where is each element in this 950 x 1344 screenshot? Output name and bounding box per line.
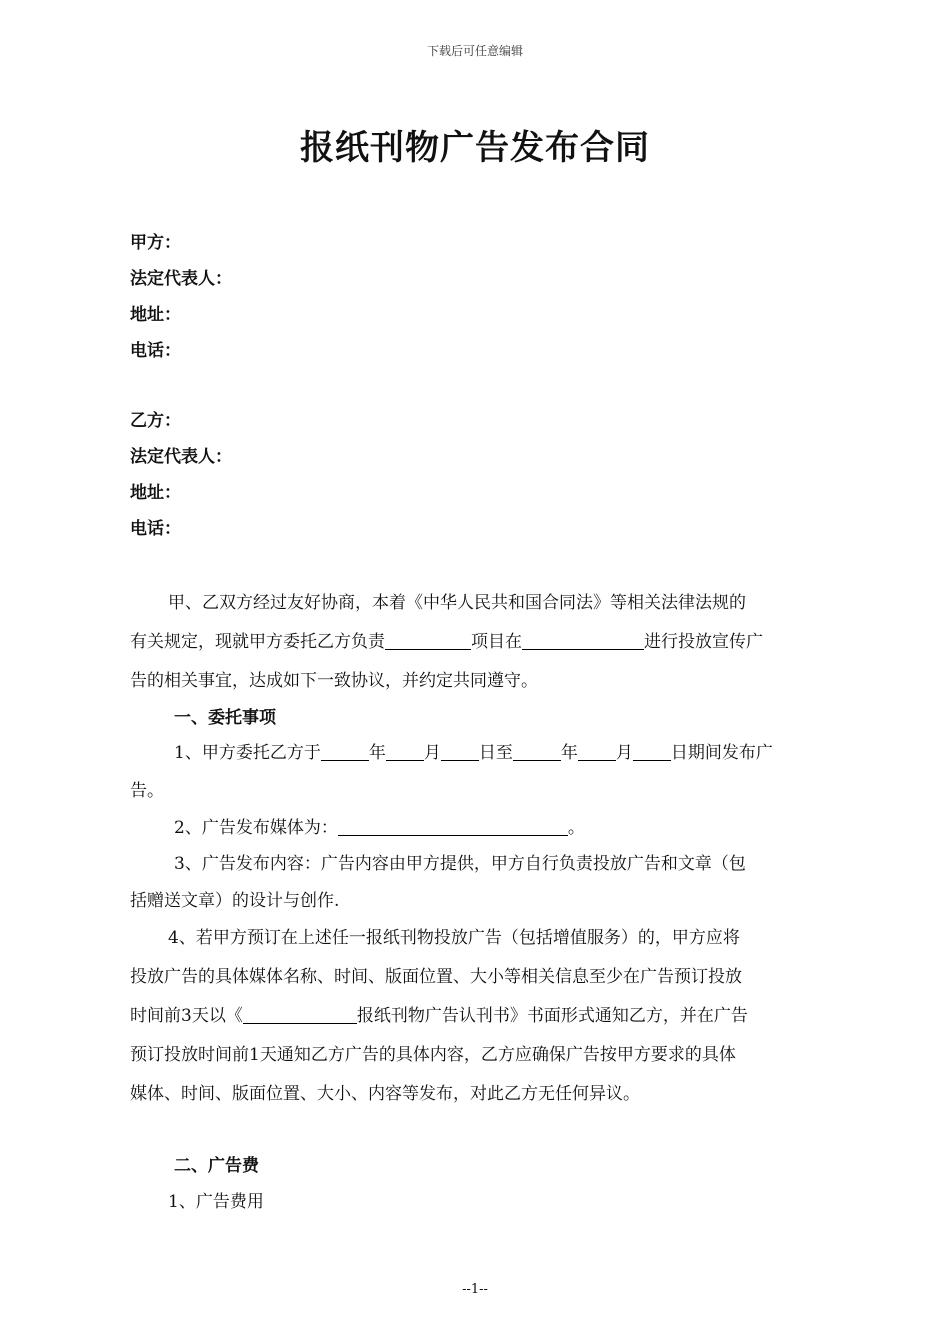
party-b-name-label: 乙方： [130,411,181,431]
year-label: 年 [368,743,386,763]
media-blank[interactable] [338,817,568,836]
item-4-line-1: 4、若甲方预订在上述任一报纸刊物投放广告（包括增值服务）的，甲方应将 [168,928,740,948]
page-header: 下载后可任意编辑 [426,44,523,58]
intro-line-2-start: 有关规定，现就甲方委托乙方负责 [130,632,385,652]
intro-line-1: 甲、乙双方经过友好协商，本着《中华人民共和国合同法》等相关法律法规的 [168,593,746,613]
item-2-start: 2、广告发布媒体为： [174,818,338,838]
intro-line-3: 告的相关事宜，达成如下一致协议，并约定共同遵守。 [130,671,538,691]
start-year-blank[interactable] [321,742,369,761]
start-month-blank[interactable] [386,742,424,761]
party-b-phone-label: 电话： [130,519,181,539]
document-title: 报纸刊物广告发布合同 [300,128,650,168]
location-blank[interactable] [522,631,644,650]
item-3-line-2: 括赠送文章）的设计与创作. [130,891,340,911]
end-day-blank[interactable] [633,742,671,761]
item-1-line-2: 告。 [130,781,164,801]
start-day-blank[interactable] [441,742,479,761]
month-label: 月 [423,743,441,763]
section-2-heading: 二、广告费 [174,1156,259,1176]
item-4-line-4: 预订投放时间前1天通知乙方广告的具体内容，乙方应确保广告按甲方要求的具体 [130,1045,736,1065]
intro-line-2-mid: 项目在 [471,632,522,652]
intro-line-2-end: 进行投放宣传广 [644,632,763,652]
project-blank[interactable] [385,631,471,650]
item-4-line-3 [130,1001,748,1026]
end-year-blank[interactable] [513,742,561,761]
month-label-2: 月 [615,743,633,763]
item-4-line-2: 投放广告的具体媒体名称、时间、版面位置、大小等相关信息至少在广告预订投放 [130,967,742,987]
newspaper-name-blank[interactable] [243,1005,357,1024]
item-4-line-5: 媒体、时间、版面位置、大小、内容等发布，对此乙方无任何异议。 [130,1084,640,1104]
item-4-line-3-end: 报纸刊物广告认刊书》书面形式通知乙方，并在广告 [356,1006,748,1026]
intro-line-2 [130,627,763,652]
item-1-end: 日期间发布广 [670,743,773,763]
party-b-address-label: 地址： [130,483,181,503]
party-a-name-label: 甲方： [130,233,181,253]
party-a-address-label: 地址： [130,305,181,325]
party-b-rep-label: 法定代表人： [130,447,232,467]
party-a-phone-label: 电话： [130,341,181,361]
party-a-rep-label: 法定代表人： [130,269,232,289]
item-1-line-1 [174,738,773,763]
item-3-line-1: 3、广告发布内容：广告内容由甲方提供，甲方自行负责投放广告和文章（包 [174,854,746,874]
item-2-line [174,813,585,838]
item-4-line-3-start: 时间前3天以《 [130,1006,243,1026]
year-label-2: 年 [560,743,578,763]
end-month-blank[interactable] [578,742,616,761]
section-1-heading: 一、委托事项 [174,708,276,728]
item-1-start: 1、甲方委托乙方于 [174,743,321,763]
section-2-item-1: 1、广告费用 [168,1192,264,1212]
day-to-label: 日至 [478,743,513,763]
item-2-end: 。 [567,818,585,838]
page-number: --1-- [462,1282,488,1297]
